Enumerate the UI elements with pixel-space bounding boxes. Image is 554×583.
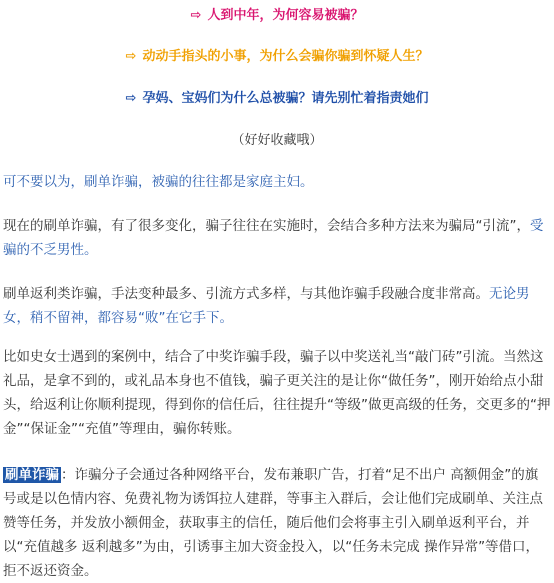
related-link-2-text[interactable]: 动动手指头的小事，为什么会骗你骗到怀疑人生？: [142, 49, 429, 64]
paragraph-2-emphasis: 受骗的不乏男性。: [3, 218, 544, 258]
paragraph-1: 可不要以为，刷单诈骗，被骗的往往都是家庭主妇。: [3, 174, 314, 190]
paragraph-5: [3, 463, 551, 583]
right-arrow-icon: ⇨: [190, 8, 202, 23]
paragraph-2-text: 现在的刷单诈骗，有了很多变化，骗子往往在实施时，会结合多种方法来为骗局“引流”，: [3, 218, 530, 234]
related-link-2[interactable]: [0, 47, 554, 67]
paragraph-3-emphasis: 无论男女，稍不留神，都容易“败”在它手下。: [3, 286, 530, 326]
related-link-3-text[interactable]: 孕妈、宝妈们为什么总被骗？请先别忙着指责她们: [142, 91, 429, 106]
paragraph-4: 比如史女士遇到的案例中，结合了中奖诈骗手段，骗子以中奖送礼当“敲门砖”引流。当然这礼品，是拿不到的，或礼品本身也不值钱，骗子更关注的是让你“做任务”，刚开始给点小甜头，给返利让你顺利提现，得到你的信任后，往往提升“等级”做更高级的任务，交更多的“押金”“保证金”“充值”等理由，骗你转账。: [3, 349, 551, 437]
highlight-label: 刷单诈骗: [5, 467, 59, 483]
right-arrow-icon: ⇨: [125, 49, 137, 64]
paragraph-3: [3, 282, 551, 330]
related-link-1[interactable]: [0, 6, 554, 26]
paragraph-5-text: ：诈骗分子会通过各种网络平台，发布兼职广告，打着“足不出户 高额佣金”的旗号或是以色情内容、免费礼物为诱饵拉人建群，等事主入群后，会让他们完成刷单、关注点赞等任务，并发放小额佣金，获取事主的信任，随后他们会将事主引入刷单返利平台，并以“充值越多 返利越多”为由，引诱事主加大资金投入，以“任务未完成 操作异常”等借口，拒不返还资金。: [3, 467, 543, 579]
bookmark-note: （好好收藏哦）: [231, 133, 323, 148]
paragraph-2: [3, 214, 551, 262]
right-arrow-icon: ⇨: [125, 91, 137, 106]
paragraph-3-text: 刷单返利类诈骗，手法变种最多、引流方式多样，与其他诈骗手段融合度非常高。: [3, 286, 489, 302]
related-link-3[interactable]: [0, 89, 554, 109]
related-link-1-text[interactable]: 人到中年，为何容易被骗？: [207, 8, 364, 23]
